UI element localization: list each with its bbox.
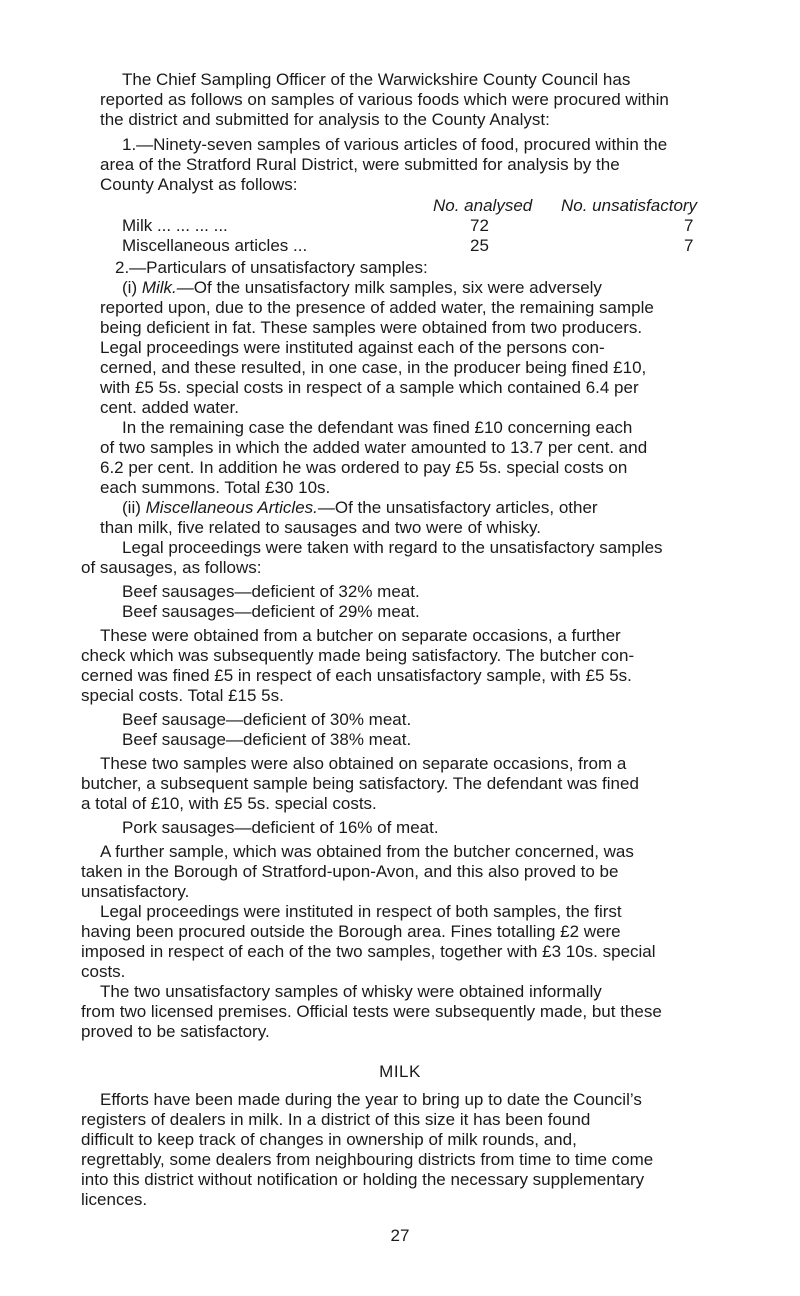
text-line: special costs. Total £15 5s. xyxy=(81,686,284,705)
text-line: taken in the Borough of Stratford-upon-Avon, and this also proved to be xyxy=(81,862,619,881)
text-line: check which was subsequently made being satisfactory. The butcher con- xyxy=(81,646,635,665)
milk-line: cent. added water. xyxy=(100,398,239,417)
text-line: These two samples were also obtained on separate occasions, from a xyxy=(100,754,627,773)
misc-first-line xyxy=(122,498,598,518)
text-line: proved to be satisfactory. xyxy=(81,1022,270,1041)
text-line: cerned was fined £5 in respect of each unsatisfactory sample, with £5 5s. xyxy=(81,666,632,685)
section-heading-milk: MILK xyxy=(379,1062,421,1081)
milk-first-rest: —Of the unsatisfactory milk samples, six were adversely xyxy=(176,278,602,297)
milk-line: Legal proceedings were instituted against each of the persons con- xyxy=(100,338,605,357)
text-line: from two licensed premises. Official tests were subsequently made, but these xyxy=(81,1002,662,1021)
milk-line: cerned, and these resulted, in one case, in the producer being fined £10, xyxy=(100,358,647,377)
intro-line: reported as follows on samples of various foods which were procured within xyxy=(100,90,669,109)
text-line: The two unsatisfactory samples of whisky were obtained informally xyxy=(100,982,602,1001)
milk-section-line: licences. xyxy=(81,1190,148,1209)
table-cell-analysed: 72 xyxy=(470,216,489,235)
para1-line: County Analyst as follows: xyxy=(100,175,298,194)
text-line: imposed in respect of each of the two samples, together with £3 10s. special xyxy=(81,942,656,961)
text-line: unsatisfactory. xyxy=(81,882,190,901)
table-cell-unsatisfactory: 7 xyxy=(684,236,694,255)
milk-line: reported upon, due to the presence of added water, the remaining sample xyxy=(100,298,654,317)
page-number: 27 xyxy=(390,1226,410,1245)
milk-section-line: difficult to keep track of changes in ownership of milk rounds, and, xyxy=(81,1130,577,1149)
misc-label: Miscellaneous Articles. xyxy=(145,498,318,517)
para1-line: 1.—Ninety-seven samples of various articles of food, procured within the xyxy=(122,135,668,154)
text-line: butcher, a subsequent sample being satisfactory. The defendant was fined xyxy=(81,774,639,793)
milk-line: with £5 5s. special costs in respect of a sample which contained 6.4 per xyxy=(100,378,639,397)
text-line: costs. xyxy=(81,962,126,981)
text-line: These were obtained from a butcher on separate occasions, a further xyxy=(100,626,621,645)
para1-line: area of the Stratford Rural District, were submitted for analysis by the xyxy=(100,155,620,174)
table-cell-analysed: 25 xyxy=(470,236,489,255)
pork-line: Pork sausages—deficient of 16% of meat. xyxy=(122,818,439,837)
table-cell-unsatisfactory: 7 xyxy=(684,216,694,235)
milk-section-line: registers of dealers in milk. In a district of this size it has been found xyxy=(81,1110,591,1129)
intro-line: the district and submitted for analysis to the County Analyst: xyxy=(100,110,550,129)
text-line: having been procured outside the Borough area. Fines totalling £2 were xyxy=(81,922,621,941)
sausage-line: Beef sausages—deficient of 32% meat. xyxy=(122,582,420,601)
misc-first-rest: —Of the unsatisfactory articles, other xyxy=(317,498,598,517)
milk-line: 6.2 per cent. In addition he was ordered to pay £5 5s. special costs on xyxy=(100,458,628,477)
milk-section-line: Efforts have been made during the year to bring up to date the Council’s xyxy=(100,1090,642,1109)
milk-first-line xyxy=(122,278,602,298)
table-header-analysed: No. analysed xyxy=(433,196,533,215)
milk-line: each summons. Total £30 10s. xyxy=(100,478,331,497)
misc-prefix: (ii) xyxy=(122,498,146,517)
text-line: Legal proceedings were instituted in respect of both samples, the first xyxy=(100,902,622,921)
milk-line: being deficient in fat. These samples were obtained from two producers. xyxy=(100,318,643,337)
milk-line: of two samples in which the added water amounted to 13.7 per cent. and xyxy=(100,438,648,457)
text-line: a total of £10, with £5 5s. special costs. xyxy=(81,794,377,813)
misc-line: than milk, five related to sausages and two were of whisky. xyxy=(100,518,541,537)
milk-line: In the remaining case the defendant was fined £10 concerning each xyxy=(122,418,633,437)
sausage-line: Beef sausage—deficient of 30% meat. xyxy=(122,710,412,729)
para2-lead: 2.—Particulars of unsatisfactory samples: xyxy=(115,258,428,277)
milk-label: Milk. xyxy=(141,278,177,297)
table-row-label: Miscellaneous articles ... xyxy=(122,236,308,255)
intro-line: The Chief Sampling Officer of the Warwickshire County Council has xyxy=(122,70,631,89)
sausage-line: Beef sausage—deficient of 38% meat. xyxy=(122,730,412,749)
milk-prefix: (i) xyxy=(122,278,142,297)
sausage-line: Beef sausages—deficient of 29% meat. xyxy=(122,602,420,621)
misc-line: Legal proceedings were taken with regard to the unsatisfactory samples xyxy=(122,538,663,557)
table-header-unsatisfactory: No. unsatisfactory xyxy=(561,196,698,215)
text-line: A further sample, which was obtained from the butcher concerned, was xyxy=(100,842,634,861)
table-row-label: Milk ... ... ... ... xyxy=(122,216,228,235)
milk-section-line: regrettably, some dealers from neighbouring districts from time to time come xyxy=(81,1150,654,1169)
misc-line: of sausages, as follows: xyxy=(81,558,262,577)
milk-section-line: into this district without notification or holding the necessary supplementary xyxy=(81,1170,645,1189)
